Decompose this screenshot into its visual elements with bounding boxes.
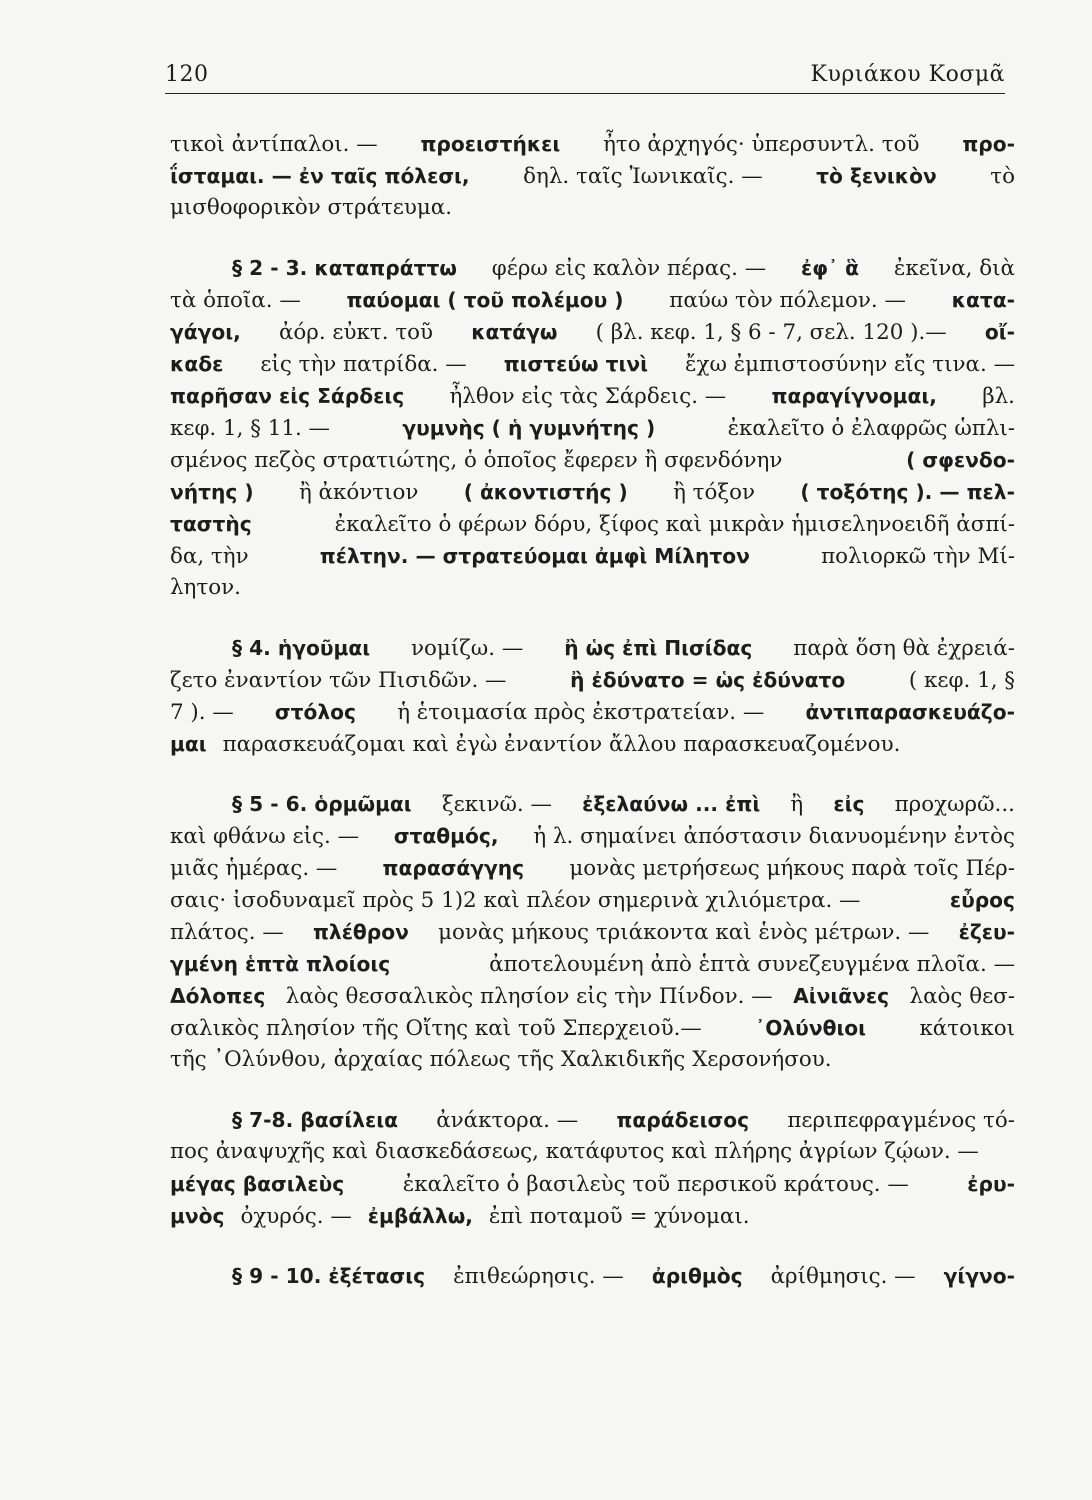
text-line [170, 508, 1015, 540]
text-line [170, 664, 1015, 696]
gloss-text: μιᾶς ἡμέρας. — [170, 856, 338, 881]
gloss-text: μονὰς μετρήσεως μήκους παρὰ τοῖς Πέρ- [569, 856, 1015, 881]
lemma-term: Αἰνιᾶνες [793, 984, 890, 1008]
running-title: Κυριάκου Κοσμᾶ [810, 62, 1005, 87]
lemma-term: σταθμός, [393, 824, 499, 848]
paragraph-section-9-10 [170, 1260, 1015, 1292]
text-line [170, 1260, 1015, 1292]
gloss-text: ἐκεῖνα, διὰ [893, 256, 1015, 281]
lemma-term: ἀριθμὸς [651, 1264, 743, 1288]
commentary-text [170, 128, 1015, 1292]
gloss-text: δα, τὴν [170, 544, 249, 569]
gloss-text: δηλ. ταῖς Ἰωνικαῖς. — [523, 164, 763, 189]
lemma-term: πιστεύω τινὶ [503, 352, 648, 376]
gloss-text: ἐκαλεῖτο ὁ βασιλεὺς τοῦ περσικοῦ κράτους. — [402, 1172, 909, 1197]
lemma-term: ( τοξότης ). — πελ- [800, 480, 1015, 504]
text-line [170, 728, 1015, 760]
text-line [170, 884, 1015, 916]
gloss-text: κεφ. 1, § 11. — [170, 416, 330, 441]
lemma-term: ᾽Ολύνθιοι [755, 1016, 867, 1040]
lemma-term: ἀντιπαρασκευάζο- [805, 700, 1015, 724]
lemma-term: παύομαι ( τοῦ πολέμου ) [346, 288, 624, 312]
text-line [170, 476, 1015, 508]
gloss-text: περιπεφραγμένος τό- [787, 1108, 1015, 1133]
text-line [170, 696, 1015, 728]
lemma-term: γάγοι, [170, 320, 241, 344]
lemma-term: ἢ ἐδύνατο = ὡς ἐδύνατο [570, 668, 846, 692]
lemma-term: παρασάγγης [382, 856, 525, 880]
paragraph-gap [170, 760, 1015, 788]
text-line [170, 160, 1015, 192]
gloss-text: κάτοικοι [919, 1016, 1015, 1041]
text-line [170, 572, 1015, 604]
gloss-text: πολιορκῶ τὴν Μί- [821, 544, 1015, 569]
gloss-text: ἡ ἑτοιμασία πρὸς ἐκστρατείαν. — [397, 700, 765, 725]
lemma-term: ἐρυ- [967, 1172, 1015, 1196]
gloss-text: μισθοφορικὸν στράτευμα. [170, 195, 453, 220]
text-line [170, 316, 1015, 348]
lemma-term: τὸ ξενικὸν [816, 164, 937, 188]
gloss-text: σαις· ἰσοδυναμεῖ πρὸς 5 1)2 καὶ πλέον σημερινὰ χιλιόμετρα. — [170, 888, 861, 913]
text-line [170, 540, 1015, 572]
paragraph-section-7-8 [170, 1104, 1015, 1232]
gloss-text: προχωρῶ... [894, 792, 1015, 817]
text-line [170, 412, 1015, 444]
gloss-text: παύω τὸν πόλεμον. — [669, 288, 906, 313]
gloss-text: ἦτο ἀρχηγός· ὑπερσυντλ. τοῦ [603, 132, 920, 157]
gloss-text: ἐκαλεῖτο ὁ ἐλαφρῶς ὡπλι- [727, 416, 1015, 441]
gloss-text: ( βλ. κεφ. 1, § 6 - 7, σελ. 120 ).— [595, 320, 947, 345]
text-line [170, 128, 1015, 160]
gloss-text: εἰς τὴν πατρίδα. — [260, 352, 467, 377]
lemma-term: ( σφενδο- [906, 448, 1015, 472]
gloss-text: ἡ λ. σημαίνει ἀπόστασιν διανυομένην ἐντὸς [533, 824, 1015, 849]
gloss-text: ὀχυρός. — [240, 1204, 352, 1229]
text-line [170, 284, 1015, 316]
gloss-text: ἀποτελουμένη ἀπὸ ἑπτὰ συνεζευγμένα πλοῖα. — [489, 952, 1015, 977]
paragraph-gap [170, 1076, 1015, 1104]
lemma-term: οἴ- [984, 320, 1015, 344]
text-line [170, 788, 1015, 820]
lemma-term: ταστὴς [170, 512, 252, 536]
gloss-text: ἐπιθεώρησις. — [453, 1264, 624, 1289]
gloss-text: πλάτος. — [170, 920, 284, 945]
gloss-text: τικοὶ ἀντίπαλοι. — [170, 132, 378, 157]
lemma-term: ( ἀκοντιστής ) [463, 480, 628, 504]
gloss-text: παρασκευάζομαι καὶ ἐγὼ ἐναντίον ἄλλου παρασκευαζομένου. [222, 732, 901, 757]
gloss-text: τῆς ᾽Ολύνθου, ἀρχαίας πόλεως τῆς Χαλκιδικῆς Χερσονήσου. [170, 1047, 832, 1072]
paragraph-section-5-6 [170, 788, 1015, 1076]
lemma-term: § 2 - 3. καταπράττω [232, 256, 457, 280]
lemma-term: κατάγω [471, 320, 558, 344]
gloss-text: λητον. [170, 575, 241, 600]
text-line [170, 980, 1015, 1012]
lemma-term: εἰς [833, 792, 865, 816]
gloss-text: ἢ τόξον [673, 480, 756, 505]
gloss-text: ξεκινῶ. — [441, 792, 552, 817]
lemma-term: Δόλοπες [170, 984, 266, 1008]
gloss-text: σαλικὸς πλησίον τῆς Οἴτης καὶ τοῦ Σπερχειοῦ.— [170, 1016, 702, 1041]
gloss-text: παρὰ ὅση θὰ ἐχρειά- [793, 636, 1015, 661]
gloss-text: ἢ ἀκόντιον [298, 480, 419, 505]
lemma-term: ἐμβάλλω, [367, 1204, 473, 1228]
gloss-text: ( κεφ. 1, § [908, 668, 1015, 693]
gloss-text: νομίζω. — [411, 636, 524, 661]
text-line [170, 916, 1015, 948]
lemma-term: γμένη ἑπτὰ πλοίοις [170, 952, 391, 976]
lemma-term: γυμνὴς ( ἡ γυμνήτης ) [402, 416, 656, 440]
lemma-term: μαι [170, 732, 207, 756]
page-header [165, 62, 1005, 92]
page-number: 120 [165, 62, 209, 87]
gloss-text: καὶ φθάνω εἰς. — [170, 824, 359, 849]
paragraph-section-4 [170, 632, 1015, 760]
lemma-term: παραγίγνομαι, [771, 384, 937, 408]
text-line [170, 380, 1015, 412]
text-line [170, 444, 1015, 476]
lemma-term: § 4. ἡγοῦμαι [232, 636, 371, 660]
text-line [170, 1136, 1015, 1168]
lemma-term: κατα- [951, 288, 1015, 312]
gloss-text: ἀρίθμησις. — [770, 1264, 916, 1289]
paragraph-gap [170, 604, 1015, 632]
text-line [170, 1104, 1015, 1136]
text-line [170, 820, 1015, 852]
lemma-term: § 5 - 6. ὁρμῶμαι [232, 792, 412, 816]
text-line [170, 192, 1015, 224]
lemma-term: μέγας βασιλεὺς [170, 1172, 345, 1196]
gloss-text: ἀνάκτορα. — [436, 1108, 579, 1133]
lemma-term: ἐφ᾽ ἃ [800, 256, 860, 280]
text-line [170, 1044, 1015, 1076]
gloss-text: σμένος πεζὸς στρατιώτης, ὁ ὁποῖος ἔφερεν ἢ σφενδόνην [170, 448, 783, 473]
gloss-text: ἐπὶ ποταμοῦ = χύνομαι. [488, 1204, 750, 1229]
text-line [170, 632, 1015, 664]
gloss-text: βλ. [982, 384, 1015, 409]
lemma-term: νήτης ) [170, 480, 254, 504]
lemma-term: προειστήκει [420, 132, 561, 156]
lemma-term: εὖρος [949, 888, 1015, 912]
gloss-text: λαὸς θεσ- [909, 984, 1015, 1009]
gloss-text: φέρω εἰς καλὸν πέρας. — [491, 256, 767, 281]
gloss-text: λαὸς θεσσαλικὸς πλησίον εἰς τὴν Πίνδον. — [285, 984, 773, 1009]
lemma-term: στόλος [274, 700, 357, 724]
header-rule [165, 93, 1005, 94]
gloss-text: ζετο ἐναντίον τῶν Πισιδῶν. — [170, 668, 507, 693]
gloss-text: ἦλθον εἰς τὰς Σάρδεις. — [449, 384, 727, 409]
gloss-text: 7 ). — [170, 700, 234, 725]
paragraph-section-2-3 [170, 252, 1015, 604]
lemma-term: πλέθρον [312, 920, 409, 944]
text-line [170, 348, 1015, 380]
gloss-text: ἔχω ἐμπιστοσύνην εἴς τινα. — [685, 352, 1015, 377]
lemma-term: γίγνο- [943, 1264, 1015, 1288]
text-line [170, 948, 1015, 980]
lemma-term: § 9 - 10. ἐξέτασις [232, 1264, 426, 1288]
lemma-term: ΐσταμαι. — ἐν ταῖς πόλεσι, [170, 164, 470, 188]
gloss-text: πος ἀναψυχῆς καὶ διασκεδάσεως, κατάφυτος καὶ πλήρης ἀγρίων ζῴων. — [170, 1139, 979, 1164]
paragraph-intro [170, 128, 1015, 224]
lemma-term: ἐζευ- [958, 920, 1015, 944]
lemma-term: προ- [962, 132, 1015, 156]
lemma-term: πέλτην. — στρατεύομαι ἀμφὶ Μίλητον [319, 544, 750, 568]
text-line [170, 852, 1015, 884]
text-line [170, 1012, 1015, 1044]
lemma-term: § 7-8. βασίλεια [232, 1108, 398, 1132]
gloss-text: τὸ [990, 164, 1015, 189]
gloss-text: μονὰς μήκους τριάκοντα καὶ ἑνὸς μέτρων. — [438, 920, 930, 945]
gloss-text: ἀόρ. εὐκτ. τοῦ [278, 320, 434, 345]
gloss-text: ἢ [790, 792, 804, 817]
gloss-text: τὰ ὁποῖα. — [170, 288, 301, 313]
paragraph-gap [170, 1232, 1015, 1260]
lemma-term: μνὸς [170, 1204, 225, 1228]
lemma-term: παράδεισος [616, 1108, 750, 1132]
text-line [170, 1168, 1015, 1200]
lemma-term: ἐξελαύνω ... ἐπὶ [582, 792, 761, 816]
text-line [170, 1200, 1015, 1232]
lemma-term: παρῆσαν εἰς Σάρδεις [170, 384, 405, 408]
lemma-term: καδε [170, 352, 224, 376]
gloss-text: ἐκαλεῖτο ὁ φέρων δόρυ, ξίφος καὶ μικρὰν ἡμισεληνοειδῆ ἀσπί- [334, 512, 1015, 537]
paragraph-gap [170, 224, 1015, 252]
lemma-term: ἢ ὡς ἐπὶ Πισίδας [564, 636, 753, 660]
text-line [170, 252, 1015, 284]
